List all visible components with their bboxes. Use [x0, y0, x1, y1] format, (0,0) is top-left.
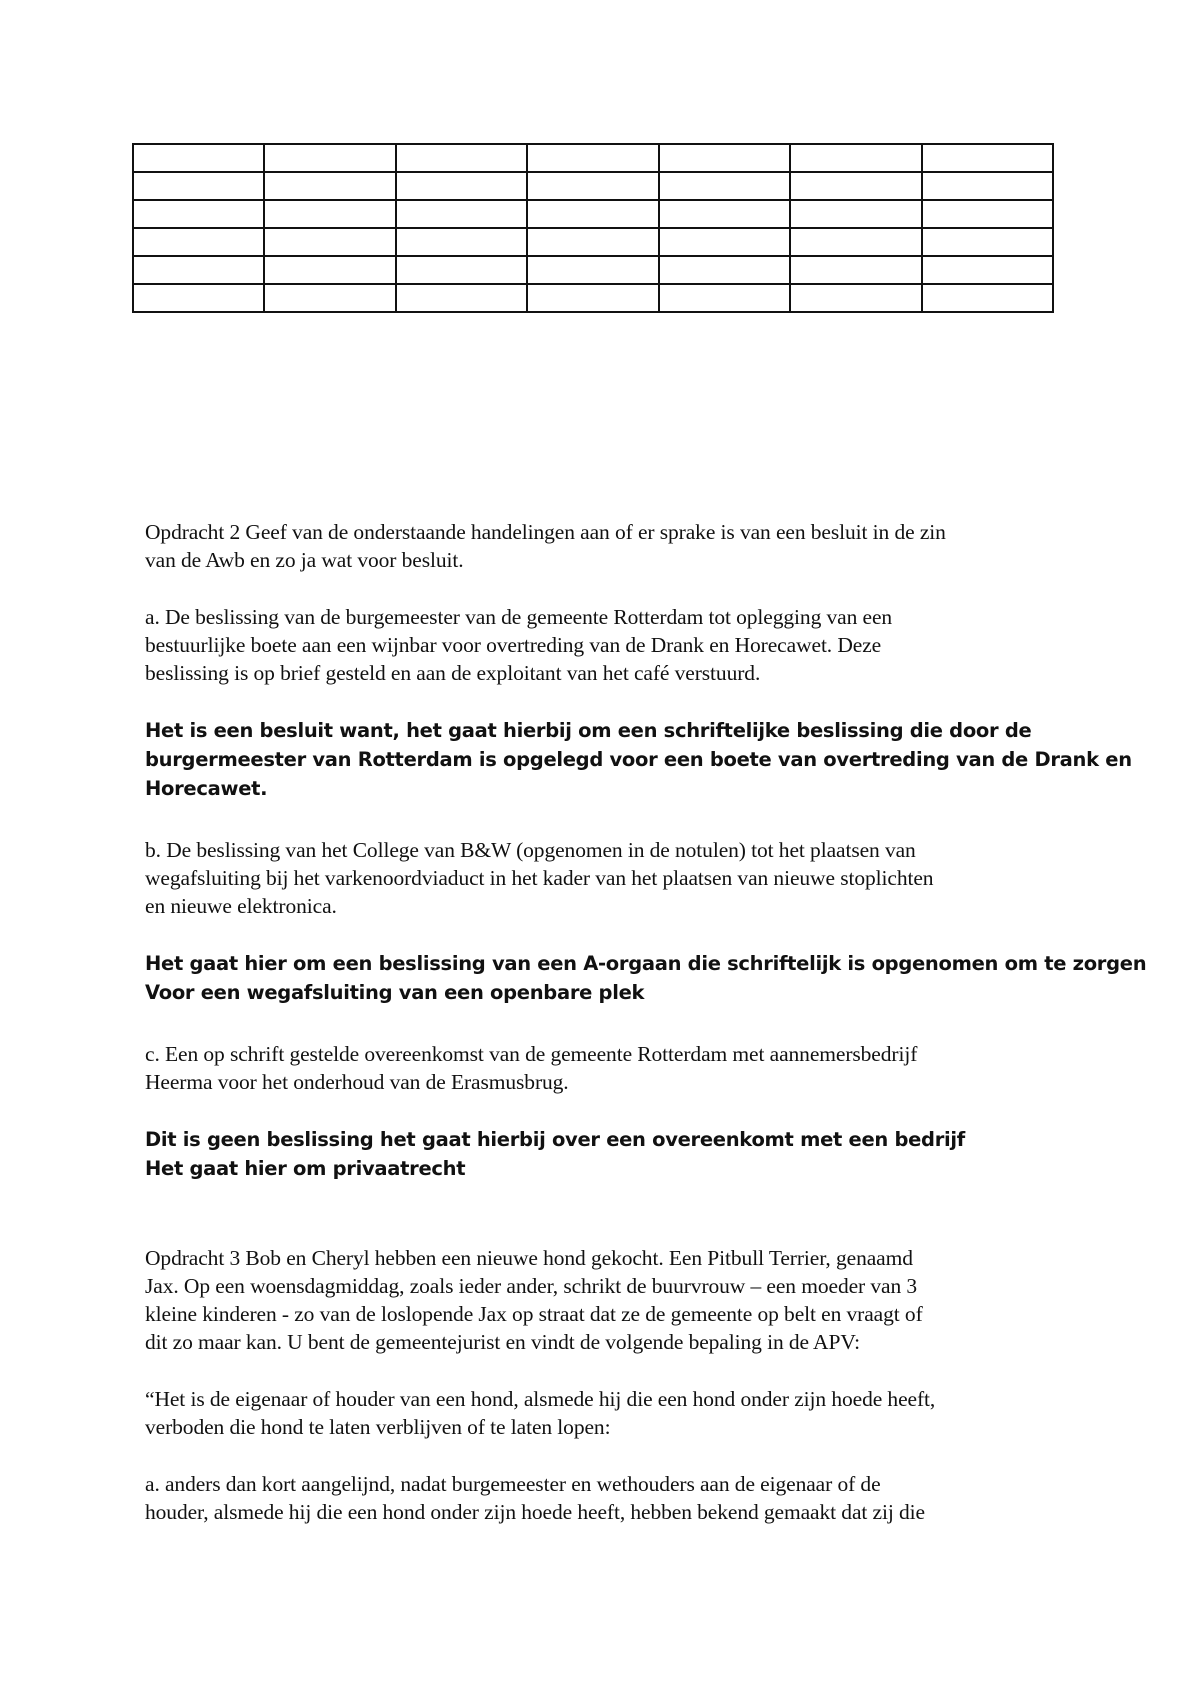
- table-cell: [396, 144, 527, 172]
- answer-a: Het is een besluit want, het gaat hierbij om een schriftelijke beslissing die door de burgermeester van Rotterdam is opgelegd voor een boete van overtreding van de Drank en Horecawet.: [145, 719, 1132, 800]
- table-cell: [396, 200, 527, 228]
- table-row: [133, 144, 1053, 172]
- question-b: b. De beslissing van het College van B&W (opgenomen in de notulen) tot het plaatsen van wegafsluiting bij het varkenoordviaduct in het kader van het plaatsen van nieuwe stoplichten en nieuwe elektronica.: [145, 838, 934, 918]
- apv-item-a: a. anders dan kort aangelijnd, nadat burgemeester en wethouders aan de eigenaar of de houder, alsmede hij die een hond onder zijn hoede heeft, hebben bekend gemaakt dat zij die: [145, 1472, 925, 1524]
- table-cell: [790, 144, 921, 172]
- table-cell: [264, 228, 395, 256]
- table-cell: [264, 284, 395, 312]
- table-cell: [396, 284, 527, 312]
- table-cell: [790, 200, 921, 228]
- table-cell: [133, 256, 264, 284]
- answer-c: Dit is geen beslissing het gaat hierbij over een overeenkomt met een bedrijf Het gaat hier om privaatrecht: [145, 1128, 965, 1180]
- table-cell: [659, 144, 790, 172]
- table-cell: [790, 284, 921, 312]
- table-cell: [790, 256, 921, 284]
- table-cell: [133, 200, 264, 228]
- table-cell: [133, 228, 264, 256]
- table-cell: [527, 144, 658, 172]
- opdracht-2-intro: Opdracht 2 Geef van de onderstaande handelingen aan of er sprake is van een besluit in de zin van de Awb en zo ja wat voor besluit.: [145, 520, 946, 572]
- table-row: [133, 228, 1053, 256]
- table-cell: [396, 228, 527, 256]
- table-cell: [527, 284, 658, 312]
- table-cell: [527, 256, 658, 284]
- table-cell: [922, 256, 1053, 284]
- table-cell: [527, 172, 658, 200]
- table-cell: [659, 284, 790, 312]
- table-cell: [264, 144, 395, 172]
- table-cell: [922, 228, 1053, 256]
- table-row: [133, 284, 1053, 312]
- table-cell: [133, 172, 264, 200]
- table-cell: [659, 228, 790, 256]
- opdracht-3-intro: Opdracht 3 Bob en Cheryl hebben een nieuwe hond gekocht. Een Pitbull Terrier, genaamd Jax. Op een woensdagmiddag, zoals ieder ander, schrikt de buurvrouw – een moeder van 3 kleine kinderen - zo van de loslopende Jax op straat dat ze de gemeente op belt en vraagt of dit zo maar kan. U bent de gemeentejurist en vindt de volgende bepaling in de APV:: [145, 1246, 923, 1354]
- table-cell: [922, 144, 1053, 172]
- table-cell: [790, 228, 921, 256]
- table-cell: [396, 256, 527, 284]
- table-cell: [264, 172, 395, 200]
- table-cell: [659, 200, 790, 228]
- table-cell: [922, 284, 1053, 312]
- table-cell: [133, 144, 264, 172]
- table-cell: [922, 200, 1053, 228]
- table-row: [133, 256, 1053, 284]
- table-cell: [659, 172, 790, 200]
- table-cell: [527, 228, 658, 256]
- table-cell: [264, 256, 395, 284]
- table-cell: [527, 200, 658, 228]
- table-cell: [264, 200, 395, 228]
- table-row: [133, 200, 1053, 228]
- table-cell: [659, 256, 790, 284]
- question-c: c. Een op schrift gestelde overeenkomst van de gemeente Rotterdam met aannemersbedrijf Heerma voor het onderhoud van de Erasmusbrug.: [145, 1042, 918, 1094]
- empty-table: [132, 143, 1054, 313]
- table-cell: [790, 172, 921, 200]
- table-cell: [396, 172, 527, 200]
- apv-quote: “Het is de eigenaar of houder van een hond, alsmede hij die een hond onder zijn hoede heeft, verboden die hond te laten verblijven of te laten lopen:: [145, 1387, 936, 1439]
- table-row: [133, 172, 1053, 200]
- table-cell: [133, 284, 264, 312]
- table-cell: [922, 172, 1053, 200]
- question-a: a. De beslissing van de burgemeester van de gemeente Rotterdam tot oplegging van een bestuurlijke boete aan een wijnbar voor overtreding van de Drank en Horecawet. Deze beslissing is op brief gesteld en aan de exploitant van het café verstuurd.: [145, 605, 893, 685]
- answer-b: Het gaat hier om een beslissing van een A-orgaan die schriftelijk is opgenomen om te zorgen Voor een wegafsluiting van een openbare plek: [145, 952, 1147, 1004]
